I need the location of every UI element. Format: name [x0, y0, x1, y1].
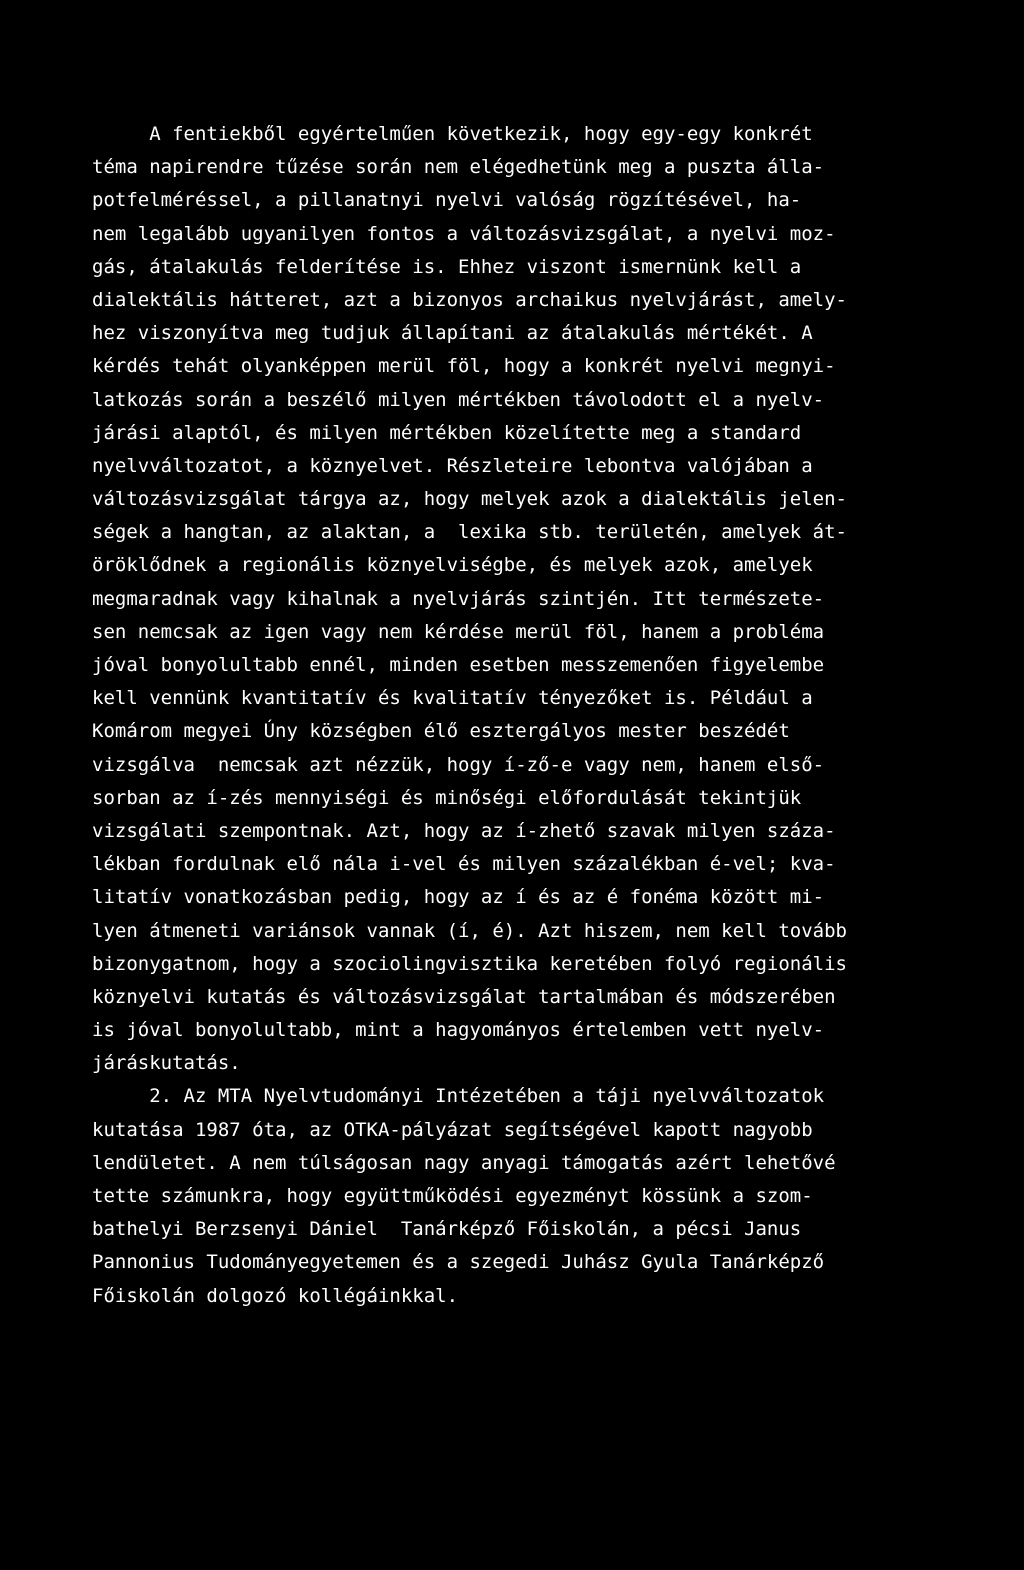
text-line: köznyelvi kutatás és változásvizsgálat tartalmában és módszerében [92, 985, 836, 1008]
text-line: öröklődnek a regionális köznyelviségbe, és melyek azok, amelyek [92, 554, 813, 577]
text-line: megmaradnak vagy kihalnak a nyelvjárás szintjén. Itt természete- [92, 587, 825, 610]
text-line: bathelyi Berzsenyi Dániel Tanárképző Főiskolán, a pécsi Janus [92, 1218, 802, 1241]
text-line: nyelvváltozatot, a köznyelvet. Részleteire lebontva valójában a [92, 454, 813, 477]
text-line: Főiskolán dolgozó kollégáinkkal. [92, 1284, 459, 1307]
text-line: változásvizsgálat tárgya az, hogy melyek azok a dialektális jelen- [92, 488, 847, 511]
text-line: sen nemcsak az igen vagy nem kérdése merül föl, hanem a probléma [92, 620, 825, 643]
text-line: bizonygatnom, hogy a szociolingvisztika keretében folyó regionális [92, 952, 847, 975]
text-line: vizsgálva nemcsak azt nézzük, hogy í-ző-e vagy nem, hanem első- [92, 753, 825, 776]
text-line: sorban az í-zés mennyiségi és minőségi előfordulását tekintjük [92, 786, 802, 809]
text-line: 2. Az MTA Nyelvtudományi Intézetében a táji nyelvváltozatok [92, 1085, 825, 1108]
text-line: litatív vonatkozásban pedig, hogy az í és az é fonéma között mi- [92, 886, 825, 909]
text-line: járási alaptól, és milyen mértékben közelítette meg a standard [92, 421, 802, 444]
text-line: tette számunkra, hogy együttműködési egyezményt kössünk a szom- [92, 1185, 813, 1207]
text-line: nem legalább ugyanilyen fontos a változásvizsgálat, a nyelvi moz- [92, 222, 836, 245]
text-line: hez viszonyítva meg tudjuk állapítani az átalakulás mértékét. A [92, 322, 813, 345]
body-text [92, 118, 972, 1313]
text-line: Komárom megyei Úny községben élő esztergályos mester beszédét [92, 720, 790, 743]
text-line: potfelméréssel, a pillanatnyi nyelvi valóság rögzítésével, ha- [92, 189, 802, 212]
text-line: kutatása 1987 óta, az OTKA-pályázat segítségével kapott nagyobb [92, 1118, 813, 1141]
text-line: téma napirendre tűzése során nem elégedhetünk meg a puszta álla- [92, 156, 825, 179]
text-line: gás, átalakulás felderítése is. Ehhez viszont ismernünk kell a [92, 255, 802, 278]
text-line: is jóval bonyolultabb, mint a hagyományos értelemben vett nyelv- [92, 1019, 825, 1042]
text-line: ségek a hangtan, az alaktan, a lexika stb. területén, amelyek át- [92, 521, 847, 544]
text-line: vizsgálati szempontnak. Azt, hogy az í-zhető szavak milyen százа- [92, 819, 836, 842]
text-line: járáskutatás. [92, 1052, 241, 1075]
text-line: A fentiekből egyértelműen következik, hogy egy-egy konkrét [92, 123, 813, 145]
text-line: kérdés tehát olyanképpen merül föl, hogy a konkrét nyelvi megnyi- [92, 355, 836, 378]
text-line: latkozás során a beszélő milyen mértékben távolodott el a nyelv- [92, 388, 825, 411]
text-line: dialektális hátteret, azt a bizonyos archaikus nyelvjárást, amely- [92, 288, 847, 311]
text-line: lendületet. A nem túlságosan nagy anyagi támogatás azért lehetővé [92, 1151, 836, 1174]
text-line: Pannonius Tudományegyetemen és a szegedi Juhász Gyula Tanárképző [92, 1251, 825, 1274]
text-line: jóval bonyolultabb ennél, minden esetben messzemenően figyelembe [92, 654, 825, 676]
text-line: lyen átmeneti variánsok vannak (í, é). Azt hiszem, nem kell tovább [92, 919, 847, 942]
text-line: kell vennünk kvantitatív és kvalitatív tényezőket is. Például a [92, 687, 813, 710]
text-line: lékban fordulnak elő nála i-vel és milyen százalékban é-vel; kva- [92, 853, 836, 876]
